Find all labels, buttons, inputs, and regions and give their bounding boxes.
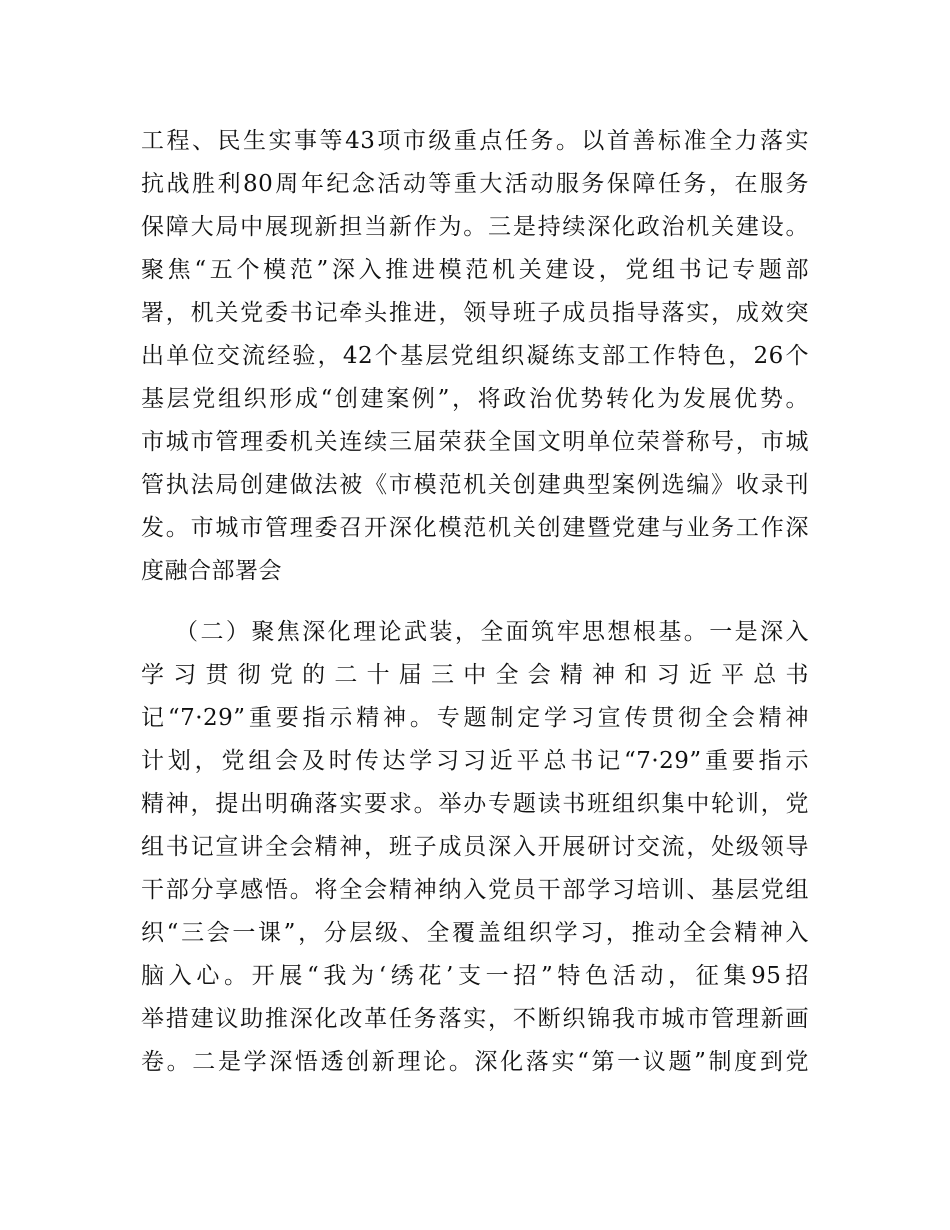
text-line: 卷。二是学深悟透创新理论。深化落实“第一议题”制度到党 (141, 1049, 809, 1075)
text-line: 学习贯彻党的二十届三中全会精神和习近平总书 (141, 662, 809, 688)
text-line: 记“7·29”重要指示精神。专题制定学习宣传贯彻全会精神 (141, 705, 809, 731)
text-line: 署，机关党委书记牵头推进，领导班子成员指导落实，成效突 (141, 300, 809, 326)
text-line: 度融合部署会 (141, 558, 282, 584)
text-line: 工程、民生实事等43项市级重点任务。以首善标准全力落实 (141, 128, 809, 154)
text-line: 脑入心。开展“我为‘绣花’支一招”特色活动，征集95招 (141, 963, 809, 989)
text-line: 干部分享感悟。将全会精神纳入党员干部学习培训、基层党组 (141, 877, 809, 903)
text-line: 管执法局创建做法被《市模范机关创建典型案例选编》收录刊 (141, 472, 809, 498)
paragraph-2 (141, 611, 809, 1084)
text-line: 市城市管理委机关连续三届荣获全国文明单位荣誉称号，市城 (141, 429, 809, 455)
text-line: 织“三会一课”，分层级、全覆盖组织学习，推动全会精神入 (141, 920, 809, 946)
section-heading-line: （二）聚焦深化理论武装，全面筑牢思想根基。一是深入 (175, 619, 809, 645)
text-line: 发。市城市管理委召开深化模范机关创建暨党建与业务工作深 (141, 515, 809, 541)
text-line: 组书记宣讲全会精神，班子成员深入开展研讨交流，处级领导 (141, 834, 809, 860)
document-body (141, 120, 809, 1084)
text-line: 抗战胜利80周年纪念活动等重大活动服务保障任务，在服务 (141, 171, 809, 197)
text-line: 举措建议助推深化改革任务落实，不断织锦我市城市管理新画 (141, 1006, 809, 1032)
paragraph-1 (141, 120, 809, 593)
text-line: 计划，党组会及时传达学习习近平总书记“7·29”重要指示 (141, 748, 809, 774)
text-line: 聚焦“五个模范”深入推进模范机关建设，党组书记专题部 (141, 257, 809, 283)
text-line: 精神，提出明确落实要求。举办专题读书班组织集中轮训，党 (141, 791, 809, 817)
text-line: 基层党组织形成“创建案例”，将政治优势转化为发展优势。 (141, 386, 809, 412)
text-line: 出单位交流经验，42个基层党组织凝练支部工作特色，26个 (141, 343, 809, 369)
text-line: 保障大局中展现新担当新作为。三是持续深化政治机关建设。 (141, 214, 809, 240)
